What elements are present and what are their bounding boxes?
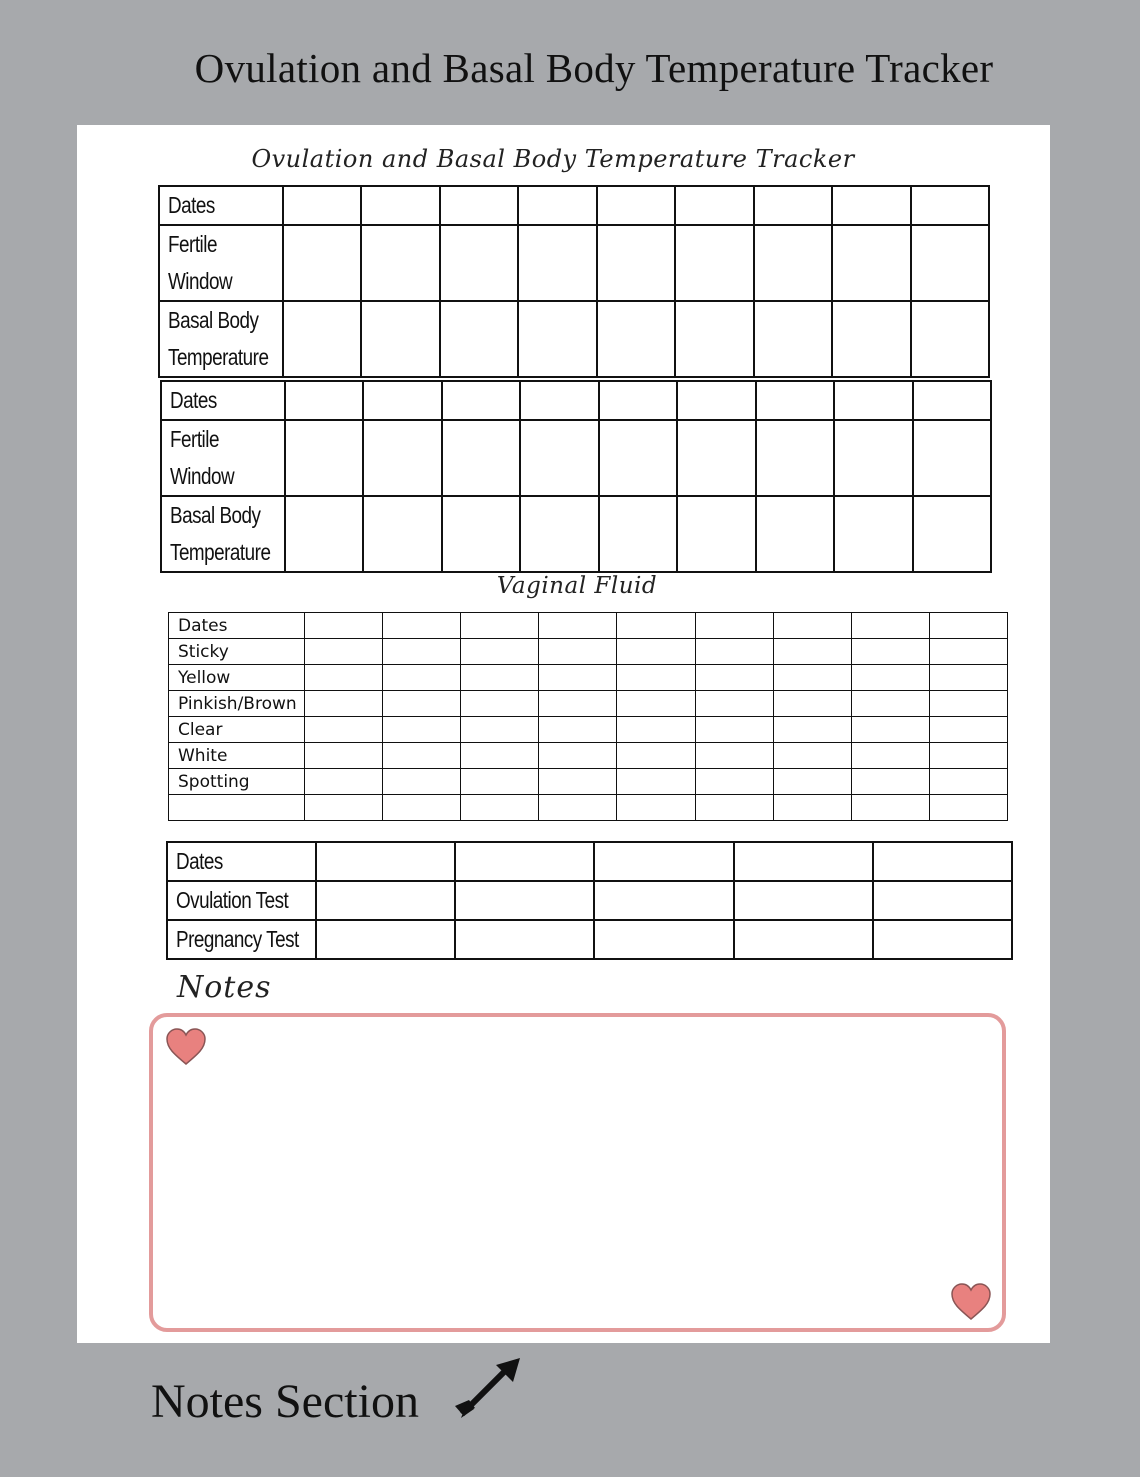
entry-cell[interactable] [597, 225, 675, 301]
fluid-cell[interactable] [383, 743, 461, 769]
entry-cell[interactable] [283, 301, 361, 377]
fluid-cell[interactable] [851, 613, 929, 639]
fluid-cell[interactable] [695, 743, 773, 769]
fluid-row-label: Spotting [169, 769, 305, 795]
notes-label: Notes [177, 970, 272, 1005]
row-label-dates: Dates [167, 842, 316, 881]
page-title: Ovulation and Basal Body Temperature Tracker [194, 45, 994, 91]
entry-cell[interactable] [834, 496, 912, 572]
entry-cell[interactable] [285, 420, 363, 496]
entry-cell[interactable] [832, 186, 910, 225]
entry-cell[interactable] [455, 920, 594, 959]
entry-cell[interactable] [518, 225, 596, 301]
entry-cell[interactable] [597, 186, 675, 225]
entry-cell[interactable] [363, 381, 441, 420]
fluid-cell[interactable] [773, 639, 851, 665]
entry-cell[interactable] [285, 381, 363, 420]
entry-cell[interactable] [911, 186, 990, 225]
vaginal-fluid-title: Vaginal Fluid [496, 573, 658, 599]
entry-cell[interactable] [873, 881, 1012, 920]
entry-cell[interactable] [677, 381, 755, 420]
fluid-cell[interactable] [773, 769, 851, 795]
fluid-cell[interactable] [929, 769, 1007, 795]
entry-cell[interactable] [455, 842, 594, 881]
entry-cell[interactable] [594, 881, 733, 920]
fluid-cell[interactable] [617, 665, 695, 691]
heart-icon [164, 1027, 208, 1067]
fluid-cell[interactable] [305, 769, 383, 795]
fluid-cell[interactable] [539, 613, 617, 639]
fluid-cell[interactable] [773, 717, 851, 743]
fluid-cell[interactable] [695, 795, 773, 821]
fluid-cell[interactable] [617, 691, 695, 717]
entry-cell[interactable] [754, 186, 832, 225]
fluid-row [169, 665, 1008, 691]
entry-cell[interactable] [675, 301, 753, 377]
fluid-cell[interactable] [851, 665, 929, 691]
fluid-cell[interactable] [305, 691, 383, 717]
entry-cell[interactable] [756, 420, 834, 496]
fluid-cell[interactable] [851, 691, 929, 717]
entry-cell[interactable] [832, 301, 910, 377]
fluid-cell[interactable] [695, 717, 773, 743]
fluid-cell[interactable] [383, 613, 461, 639]
entry-cell[interactable] [361, 186, 439, 225]
row-label-basal-body-temperature: Basal Body Temperature [161, 496, 285, 572]
row-label-fertile-window: Fertile Window [159, 225, 283, 301]
entry-cell[interactable] [285, 496, 363, 572]
fluid-cell[interactable] [461, 613, 539, 639]
notes-box[interactable] [149, 1013, 1006, 1332]
fluid-cell[interactable] [695, 665, 773, 691]
fluid-cell[interactable] [461, 795, 539, 821]
entry-cell[interactable] [677, 420, 755, 496]
row-label-ovulation-test: Ovulation Test [167, 881, 316, 920]
fluid-cell[interactable] [539, 665, 617, 691]
entry-cell[interactable] [440, 186, 518, 225]
entry-cell[interactable] [316, 881, 455, 920]
entry-cell[interactable] [455, 881, 594, 920]
fluid-cell[interactable] [617, 795, 695, 821]
entry-cell[interactable] [911, 225, 990, 301]
fluid-cell[interactable] [773, 665, 851, 691]
fluid-cell[interactable] [851, 639, 929, 665]
fluid-cell[interactable] [851, 743, 929, 769]
fluid-row-label: Pinkish/Brown [169, 691, 305, 717]
entry-cell[interactable] [832, 225, 910, 301]
fluid-row [169, 717, 1008, 743]
entry-cell[interactable] [911, 301, 990, 377]
heart-icon [949, 1282, 993, 1322]
entry-cell[interactable] [599, 420, 677, 496]
fluid-cell[interactable] [383, 691, 461, 717]
entry-cell[interactable] [834, 381, 912, 420]
fluid-cell[interactable] [773, 743, 851, 769]
notes-section-label: Notes Section [151, 1375, 419, 1428]
fluid-cell[interactable] [773, 795, 851, 821]
fluid-cell[interactable] [305, 717, 383, 743]
tests-table [166, 841, 1013, 960]
vaginal-fluid-table [168, 612, 1008, 821]
entry-cell[interactable] [913, 381, 992, 420]
fluid-cell[interactable] [539, 743, 617, 769]
fluid-row-label: White [169, 743, 305, 769]
entry-cell[interactable] [677, 496, 755, 572]
fluid-cell[interactable] [461, 639, 539, 665]
sheet-title: Ovulation and Basal Body Temperature Tracker [251, 145, 855, 173]
entry-cell[interactable] [442, 381, 520, 420]
entry-cell[interactable] [594, 920, 733, 959]
entry-cell[interactable] [440, 301, 518, 377]
entry-cell[interactable] [283, 186, 361, 225]
fluid-cell[interactable] [695, 639, 773, 665]
entry-cell[interactable] [361, 301, 439, 377]
entry-cell[interactable] [756, 496, 834, 572]
fluid-cell[interactable] [305, 795, 383, 821]
tracker-table-2 [160, 380, 992, 573]
fluid-cell[interactable] [695, 613, 773, 639]
row-label-basal-body-temperature: Basal Body Temperature [159, 301, 283, 377]
fluid-cell[interactable] [929, 613, 1007, 639]
entry-cell[interactable] [594, 842, 733, 881]
entry-cell[interactable] [873, 842, 1012, 881]
row-label-dates: Dates [159, 186, 283, 225]
fluid-cell[interactable] [539, 717, 617, 743]
entry-cell[interactable] [913, 496, 992, 572]
fluid-cell[interactable] [383, 769, 461, 795]
fluid-row [169, 639, 1008, 665]
entry-cell[interactable] [734, 842, 873, 881]
fluid-row-label: Sticky [169, 639, 305, 665]
entry-cell[interactable] [873, 920, 1012, 959]
entry-cell[interactable] [283, 225, 361, 301]
fluid-row-label [169, 795, 305, 821]
fluid-cell[interactable] [539, 639, 617, 665]
entry-cell[interactable] [518, 301, 596, 377]
entry-cell[interactable] [442, 420, 520, 496]
row-label-dates: Dates [161, 381, 285, 420]
entry-cell[interactable] [520, 496, 598, 572]
fluid-cell[interactable] [617, 613, 695, 639]
entry-cell[interactable] [599, 381, 677, 420]
entry-cell[interactable] [754, 301, 832, 377]
fluid-cell[interactable] [929, 691, 1007, 717]
entry-cell[interactable] [599, 496, 677, 572]
fluid-row-label: Yellow [169, 665, 305, 691]
fluid-cell[interactable] [305, 665, 383, 691]
fluid-cell[interactable] [851, 769, 929, 795]
fluid-cell[interactable] [539, 691, 617, 717]
fluid-cell[interactable] [461, 769, 539, 795]
fluid-cell[interactable] [461, 691, 539, 717]
entry-cell[interactable] [518, 186, 596, 225]
entry-cell[interactable] [734, 881, 873, 920]
entry-cell[interactable] [913, 420, 992, 496]
entry-cell[interactable] [675, 186, 753, 225]
entry-cell[interactable] [316, 842, 455, 881]
entry-cell[interactable] [756, 381, 834, 420]
fluid-cell[interactable] [461, 717, 539, 743]
fluid-cell[interactable] [383, 665, 461, 691]
fluid-row [169, 613, 1008, 639]
entry-cell[interactable] [734, 920, 873, 959]
fluid-cell[interactable] [305, 613, 383, 639]
fluid-cell[interactable] [617, 717, 695, 743]
fluid-cell[interactable] [773, 691, 851, 717]
arrow-icon [452, 1356, 524, 1422]
entry-cell[interactable] [363, 496, 441, 572]
entry-cell[interactable] [440, 225, 518, 301]
entry-cell[interactable] [675, 225, 753, 301]
fluid-cell[interactable] [929, 639, 1007, 665]
tracker-table-1 [158, 185, 990, 378]
fluid-row [169, 691, 1008, 717]
fluid-cell[interactable] [929, 717, 1007, 743]
fluid-cell[interactable] [539, 769, 617, 795]
row-label-pregnancy-test: Pregnancy Test [167, 920, 316, 959]
entry-cell[interactable] [834, 420, 912, 496]
fluid-row [169, 769, 1008, 795]
fluid-row [169, 795, 1008, 821]
fluid-row-label: Dates [169, 613, 305, 639]
fluid-cell[interactable] [851, 717, 929, 743]
fluid-cell[interactable] [305, 743, 383, 769]
fluid-cell[interactable] [383, 717, 461, 743]
fluid-cell[interactable] [695, 691, 773, 717]
entry-cell[interactable] [442, 496, 520, 572]
entry-cell[interactable] [316, 920, 455, 959]
row-label-fertile-window: Fertile Window [161, 420, 285, 496]
entry-cell[interactable] [363, 420, 441, 496]
fluid-row [169, 743, 1008, 769]
entry-cell[interactable] [520, 381, 598, 420]
entry-cell[interactable] [361, 225, 439, 301]
fluid-cell[interactable] [383, 795, 461, 821]
fluid-cell[interactable] [773, 613, 851, 639]
entry-cell[interactable] [754, 225, 832, 301]
fluid-cell[interactable] [461, 665, 539, 691]
fluid-cell[interactable] [617, 769, 695, 795]
fluid-row-label: Clear [169, 717, 305, 743]
fluid-cell[interactable] [851, 795, 929, 821]
fluid-cell[interactable] [695, 769, 773, 795]
entry-cell[interactable] [520, 420, 598, 496]
fluid-cell[interactable] [617, 743, 695, 769]
fluid-cell[interactable] [929, 665, 1007, 691]
fluid-cell[interactable] [929, 795, 1007, 821]
entry-cell[interactable] [597, 301, 675, 377]
fluid-cell[interactable] [461, 743, 539, 769]
fluid-cell[interactable] [383, 639, 461, 665]
fluid-cell[interactable] [929, 743, 1007, 769]
fluid-cell[interactable] [617, 639, 695, 665]
fluid-cell[interactable] [305, 639, 383, 665]
fluid-cell[interactable] [539, 795, 617, 821]
